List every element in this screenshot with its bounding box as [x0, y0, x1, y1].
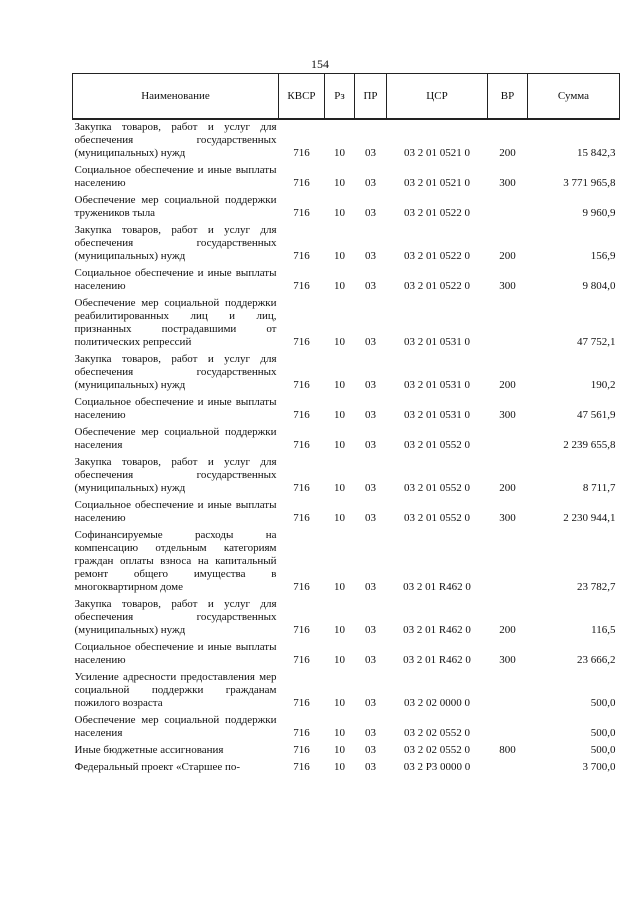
- cell-pr: 03: [365, 147, 376, 159]
- cell-kvsr: 716: [293, 409, 310, 421]
- cell-sum: 23 666,2: [577, 654, 616, 666]
- cell-rz: 10: [334, 147, 345, 159]
- cell-sum: 3 700,0: [582, 761, 616, 773]
- table-row: [73, 713, 620, 743]
- cell-kvsr: 716: [293, 697, 310, 709]
- cell-vr: [488, 193, 528, 223]
- table-row: [73, 640, 620, 670]
- table-row: [73, 223, 620, 266]
- cell-pr: 03: [365, 439, 376, 451]
- cell-rz: 10: [334, 250, 345, 262]
- cell-vr: 300: [499, 280, 516, 292]
- cell-name: Иные бюджетные ассигнования: [74, 744, 224, 756]
- cell-sum: 9 804,0: [582, 280, 616, 292]
- cell-kvsr: 716: [293, 654, 310, 666]
- cell-name: Закупка товаров, работ и услуг для обеспечения государственных (муниципальных) нужд: [74, 456, 277, 494]
- cell-csr: 03 2 01 0522 0: [404, 250, 470, 262]
- cell-csr: 03 2 01 0552 0: [404, 512, 470, 524]
- cell-pr: 03: [365, 654, 376, 666]
- cell-sum: 23 782,7: [577, 581, 616, 593]
- cell-rz: 10: [334, 581, 345, 593]
- cell-csr: 03 2 01 0531 0: [404, 409, 470, 421]
- cell-vr: 300: [499, 512, 516, 524]
- cell-kvsr: 716: [293, 147, 310, 159]
- cell-csr: 03 2 01 0552 0: [404, 439, 470, 451]
- cell-kvsr: 716: [293, 336, 310, 348]
- cell-sum: 47 561,9: [577, 409, 616, 421]
- cell-rz: 10: [334, 336, 345, 348]
- cell-csr: 03 2 01 0552 0: [404, 482, 470, 494]
- cell-vr: [488, 425, 528, 455]
- table-row: [73, 296, 620, 352]
- cell-rz: 10: [334, 512, 345, 524]
- table-row: [73, 425, 620, 455]
- table-row: [73, 670, 620, 713]
- cell-name: Усиление адресности предоставления мер социальной поддержки гражданам пожилого возраста: [74, 671, 277, 709]
- cell-name: Закупка товаров, работ и услуг для обеспечения государственных (муниципальных) нужд: [74, 224, 277, 262]
- cell-csr: 03 2 01 R462 0: [403, 624, 471, 636]
- cell-kvsr: 716: [293, 379, 310, 391]
- cell-csr: 03 2 02 0000 0: [404, 697, 470, 709]
- cell-kvsr: 716: [293, 177, 310, 189]
- cell-rz: 10: [334, 744, 345, 756]
- cell-rz: 10: [334, 177, 345, 189]
- cell-pr: 03: [365, 250, 376, 262]
- cell-name: Обеспечение мер социальной поддержки реабилитированных лиц и лиц, признанных пострадавшими от политических репрессий: [74, 297, 277, 348]
- header-kvsr: КВСР: [279, 74, 325, 120]
- cell-sum: 47 752,1: [577, 336, 616, 348]
- cell-csr: 03 2 01 0531 0: [404, 379, 470, 391]
- table-row: [73, 395, 620, 425]
- cell-rz: 10: [334, 280, 345, 292]
- cell-vr: 300: [499, 654, 516, 666]
- cell-rz: 10: [334, 409, 345, 421]
- cell-sum: 15 842,3: [577, 147, 616, 159]
- cell-csr: 03 2 01 0521 0: [404, 177, 470, 189]
- cell-pr: 03: [365, 761, 376, 773]
- table-row: [73, 119, 620, 163]
- cell-name: Федеральный проект «Старшее по-: [74, 761, 241, 773]
- cell-vr: [488, 760, 528, 777]
- cell-sum: 3 771 965,8: [563, 177, 616, 189]
- cell-sum: 500,0: [590, 697, 616, 709]
- table-row: [73, 528, 620, 597]
- cell-vr: [488, 528, 528, 597]
- cell-pr: 03: [365, 482, 376, 494]
- header-vr: ВР: [488, 74, 528, 120]
- cell-rz: 10: [334, 207, 345, 219]
- cell-name: Обеспечение мер социальной поддержки населения: [74, 426, 277, 451]
- cell-pr: 03: [365, 207, 376, 219]
- cell-sum: 500,0: [590, 727, 616, 739]
- page-number: 154: [311, 57, 329, 71]
- cell-pr: 03: [365, 336, 376, 348]
- table-row: [73, 193, 620, 223]
- cell-sum: 8 711,7: [582, 482, 616, 494]
- table-row: [73, 266, 620, 296]
- cell-csr: 03 2 01 R462 0: [403, 654, 471, 666]
- cell-kvsr: 716: [293, 727, 310, 739]
- header-csr: ЦСР: [387, 74, 488, 120]
- cell-sum: 116,5: [591, 624, 616, 636]
- cell-pr: 03: [365, 280, 376, 292]
- cell-rz: 10: [334, 624, 345, 636]
- cell-vr: [488, 296, 528, 352]
- cell-kvsr: 716: [293, 439, 310, 451]
- cell-pr: 03: [365, 744, 376, 756]
- cell-name: Социальное обеспечение и иные выплаты населению: [74, 641, 277, 666]
- cell-csr: 03 2 02 0552 0: [404, 744, 470, 756]
- header-rz: Рз: [325, 74, 355, 120]
- cell-rz: 10: [334, 654, 345, 666]
- cell-vr: 200: [499, 379, 516, 391]
- cell-sum: 2 239 655,8: [563, 439, 616, 451]
- cell-vr: [488, 670, 528, 713]
- cell-rz: 10: [334, 727, 345, 739]
- cell-name: Социальное обеспечение и иные выплаты населению: [74, 499, 277, 524]
- cell-pr: 03: [365, 581, 376, 593]
- cell-csr: 03 2 02 0552 0: [404, 727, 470, 739]
- table-row: [73, 597, 620, 640]
- cell-kvsr: 716: [293, 744, 310, 756]
- cell-sum: 2 230 944,1: [563, 512, 616, 524]
- cell-sum: 500,0: [590, 744, 616, 756]
- cell-vr: 300: [499, 177, 516, 189]
- cell-name: Софинансируемые расходы на компенсацию отдельным категориям граждан оплаты взноса на капитальный ремонт общего имущества в многоквартирном доме: [74, 529, 277, 593]
- cell-kvsr: 716: [293, 624, 310, 636]
- cell-name: Социальное обеспечение и иные выплаты населению: [74, 164, 277, 189]
- header-name: Наименование: [73, 74, 279, 120]
- cell-pr: 03: [365, 727, 376, 739]
- budget-table: [72, 73, 620, 777]
- cell-pr: 03: [365, 177, 376, 189]
- table-row: [73, 163, 620, 193]
- cell-vr: 200: [499, 250, 516, 262]
- cell-vr: [488, 713, 528, 743]
- cell-kvsr: 716: [293, 512, 310, 524]
- cell-kvsr: 716: [293, 761, 310, 773]
- table-row: [73, 760, 620, 777]
- cell-vr: 800: [499, 744, 516, 756]
- cell-vr: 300: [499, 409, 516, 421]
- cell-vr: 200: [499, 624, 516, 636]
- cell-sum: 9 960,9: [582, 207, 616, 219]
- cell-csr: 03 2 01 0522 0: [404, 280, 470, 292]
- header-sum: Сумма: [528, 74, 620, 120]
- header-pr: ПР: [355, 74, 387, 120]
- cell-pr: 03: [365, 379, 376, 391]
- cell-rz: 10: [334, 379, 345, 391]
- table-header: [73, 74, 620, 120]
- cell-sum: 156,9: [590, 250, 616, 262]
- cell-pr: 03: [365, 697, 376, 709]
- cell-csr: 03 2 01 0531 0: [404, 336, 470, 348]
- cell-vr: 200: [499, 147, 516, 159]
- cell-name: Социальное обеспечение и иные выплаты населению: [74, 396, 277, 421]
- cell-pr: 03: [365, 624, 376, 636]
- cell-rz: 10: [334, 482, 345, 494]
- cell-name: Социальное обеспечение и иные выплаты населению: [74, 267, 277, 292]
- table-row: [73, 498, 620, 528]
- cell-vr: 200: [499, 482, 516, 494]
- table-row: [73, 352, 620, 395]
- cell-csr: 03 2 01 0522 0: [404, 207, 470, 219]
- cell-name: Закупка товаров, работ и услуг для обеспечения государственных (муниципальных) нужд: [74, 598, 277, 636]
- cell-sum: 190,2: [590, 379, 616, 391]
- cell-kvsr: 716: [293, 482, 310, 494]
- cell-csr: 03 2 01 0521 0: [404, 147, 470, 159]
- cell-kvsr: 716: [293, 280, 310, 292]
- cell-name: Обеспечение мер социальной поддержки тружеников тыла: [74, 194, 277, 219]
- cell-kvsr: 716: [293, 581, 310, 593]
- cell-csr: 03 2 P3 0000 0: [403, 761, 471, 773]
- cell-name: Обеспечение мер социальной поддержки населения: [74, 714, 277, 739]
- table-row: [73, 743, 620, 760]
- cell-pr: 03: [365, 512, 376, 524]
- cell-kvsr: 716: [293, 207, 310, 219]
- cell-csr: 03 2 01 R462 0: [403, 581, 471, 593]
- budget-table-container: [72, 73, 619, 777]
- cell-kvsr: 716: [293, 250, 310, 262]
- cell-name: Закупка товаров, работ и услуг для обеспечения государственных (муниципальных) нужд: [74, 121, 277, 159]
- cell-name: Закупка товаров, работ и услуг для обеспечения государственных (муниципальных) нужд: [74, 353, 277, 391]
- cell-pr: 03: [365, 409, 376, 421]
- cell-rz: 10: [334, 697, 345, 709]
- table-row: [73, 455, 620, 498]
- table-body: [73, 119, 620, 777]
- cell-rz: 10: [334, 761, 345, 773]
- cell-rz: 10: [334, 439, 345, 451]
